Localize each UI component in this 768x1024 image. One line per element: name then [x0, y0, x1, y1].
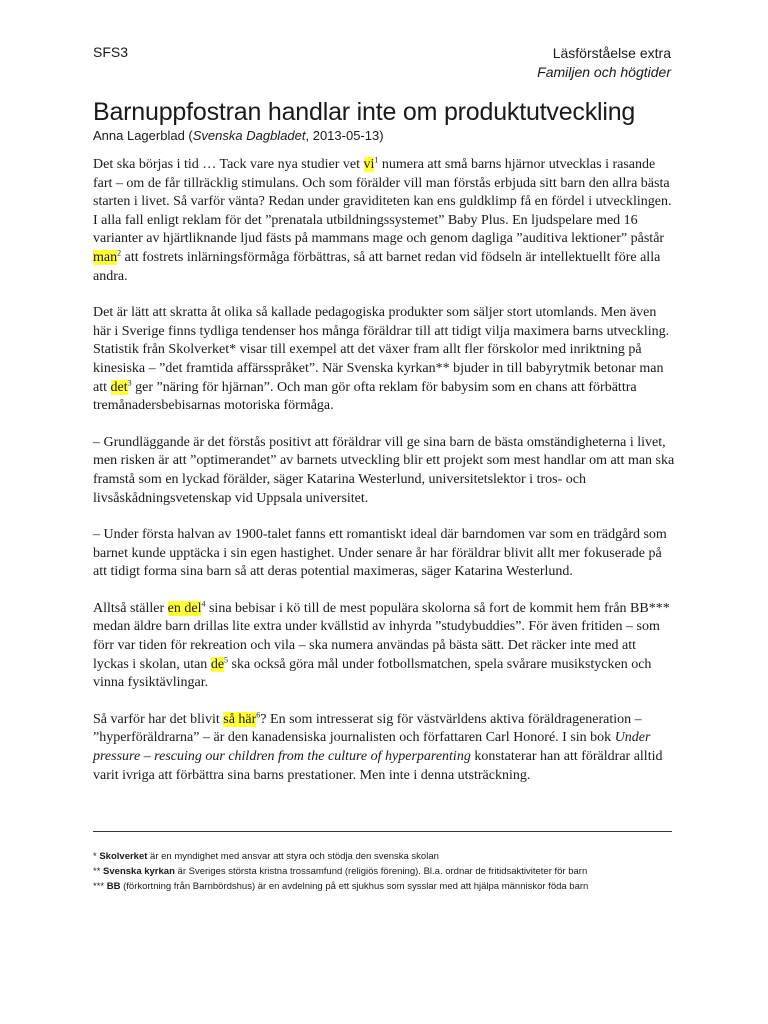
- paragraph-5: Alltså ställer en del$^4$ sina bebisar i kö till de mest populära skolorna så fort de kommit hem från BB*** medan äldre barn drillas lite extra under kvällstid av inhyrda ”studybuddies”. För även fritiden – som förr var tiden för rekreation och vila – ska numera användas på bästa sätt. Det räcker inte med att lyckas i skolan, utan $de^5$ ska också göra mål under fotbollsmatchen, spela svårare musikstycken och vinna fysiktävlingar.: [93, 599, 670, 691]
- footnote-item: *** BB (förkortning från Barnbördshus) är en avdelning på ett sjukhus som sysslar med att hjälpa människor föda barn: [93, 881, 589, 892]
- header-theme: Familjen och högtider: [537, 64, 671, 80]
- byline-source: Svenska Dagbladet: [192, 128, 306, 143]
- header-subject: Läsförståelse extra: [552, 45, 671, 61]
- footnote-item: ** Svenska kyrkan är Sveriges största kristna trossamfund (religiös förening). Bl.a. ordnar de fritidsaktiviteter för barn: [93, 866, 588, 877]
- footnote-ref: 3: [127, 377, 132, 387]
- footnote-ref: 5: [224, 655, 229, 664]
- highlight-word: vi: [363, 157, 375, 172]
- footnote-ref: 2: [117, 248, 122, 258]
- article-body: [93, 156, 675, 803]
- book-title: Under pressure – rescuing our children from the culture of hyperparenting: [93, 730, 651, 765]
- byline-date: , 2013-05-13): [305, 128, 384, 143]
- paragraph-6: Så varför har det blivit så här$^6$? En som intresserat sig för västvärldens aktiva föräldrageneration – ”hyperföräldrarna” – är den kanadensiska journalisten och författaren Carl Honoré. I sin bok Under pressure – rescuing our children from the culture of hyperparenting konstaterar han att föräldrar alltid varit ivriga att förbättra sina barns prestationer. Men inte i denna utsträckning.: [93, 710, 663, 783]
- highlight-word: man: [93, 249, 118, 265]
- footnote-ref: 6: [256, 710, 261, 720]
- course-code: SFS3: [93, 44, 129, 60]
- highlight-word: de: [210, 656, 225, 672]
- paragraph-1: Det ska börjas i tid … Tack vare nya studier vet $vi^1$ numera att små barns hjärnor utvecklas i rasande fart – om de får tillräcklig stimulans. Och som förälder vill man förstås erbjuda sitt barn den allra bästa starten i livet. Så varför vänta? Redan under graviditeten kan ens guldklimp få en fördel i utvecklingen. I alla fall enligt reklam för det ”prenatala utbildningssystemet” Baby Plus. En ljudspelare med 16 varianter av hjärtliknande ljud fästs på mammans mage och genom dagliga ”auditiva lektioner” påstår man$^2$ att fostrets inlärningsförmåga förbättras, så att barnet redan vid födseln är intellektuellt före alla andra.: [93, 155, 672, 284]
- footnote-divider: [93, 831, 672, 832]
- highlight-word: det: [110, 379, 128, 395]
- footnote-item: * Skolverket är en myndighet med ansvar att styra och stödja den svenska skolan: [93, 851, 439, 862]
- byline: [93, 128, 384, 143]
- paragraph-3: – Grundläggande är det förstås positivt att föräldrar vill ge sina barn de bästa omständigheterna i livet, men risken är att ”optimerandet” av barnets utveckling blir ett projekt som mest handlar om att man ska framstå som en lyckad förälder, säger Katarina Westerlund, universitetslektor i tros- och livsåskådningsvetenskap vid Uppsala universitet.: [93, 434, 675, 506]
- footnote-ref: 4: [201, 599, 206, 609]
- paragraph-4: – Under första halvan av 1900-talet fanns ett romantiskt ideal där barndomen var som en trädgård som barnet kunde upptäcka i sin egen hastighet. Under senare år har föräldrar blivit allt mer fokuserade på att tidigt forma sina barn så att deras potential maximeras, säger Katarina Westerlund.: [93, 527, 667, 580]
- paragraph-2: Det är lätt att skratta åt olika så kallade pedagogiska produkter som säljer stort utomlands. Men även här i Sverige finns tydliga tendenser hos många föräldrar till att tidigt vilja maximera barns utveckling. Statistik från Skolverket* visar till exempel att det växer fram allt fler förskolor med inriktning på kinesiska – ”det framtida affärsspråket”. När Svenska kyrkan** bjuder in till babyrytmik betonar man att $\det^3$ ger ”näring för hjärnan”. Och man gör ofta reklam för babysim som en chans att förbättra tremånadersbebisarnas motoriska förmåga.: [93, 305, 670, 414]
- footnote-ref: 1: [374, 155, 379, 165]
- article-title: Barnuppfostran handlar inte om produktutveckling: [93, 98, 636, 126]
- byline-author: Anna Lagerblad (: [93, 128, 193, 143]
- footnotes: [93, 849, 693, 894]
- highlight-word: så här: [223, 711, 257, 727]
- highlight-word: en del: [167, 600, 202, 616]
- header-right: [537, 44, 671, 82]
